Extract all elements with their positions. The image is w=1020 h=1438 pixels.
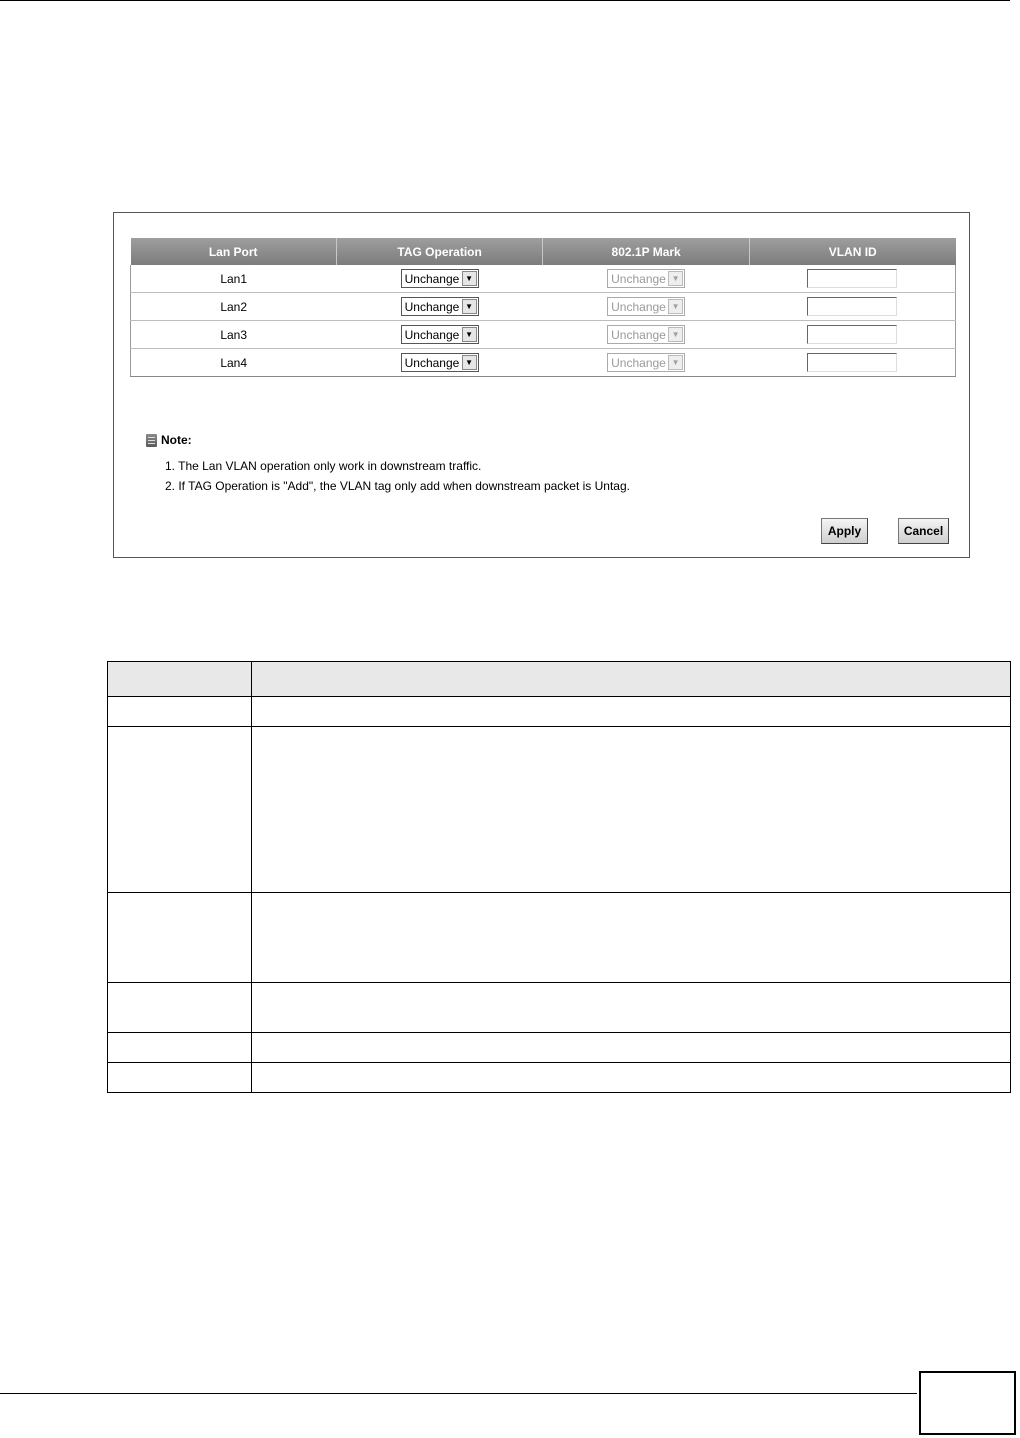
table-row <box>108 1063 1010 1093</box>
note-line-1: 1. The Lan VLAN operation only work in downstream traffic. <box>165 459 482 473</box>
lan-port-label: Lan1 <box>131 265 337 293</box>
note-line-2: 2. If TAG Operation is "Add", the VLAN tag only add when downstream packet is Untag. <box>165 479 630 493</box>
tag-operation-select-lan1[interactable] <box>401 269 479 288</box>
table-row <box>108 697 1010 727</box>
column-header-8021p-mark: 802.1P Mark <box>543 238 750 265</box>
cancel-button[interactable]: Cancel <box>898 518 949 544</box>
tag-operation-select-lan3[interactable] <box>401 325 479 344</box>
chevron-down-icon: ▼ <box>668 271 683 286</box>
lan-vlan-table <box>130 238 956 377</box>
description-table-header <box>108 662 1010 697</box>
description-table <box>107 661 1011 1093</box>
select-value: Unchange <box>611 355 666 370</box>
chevron-down-icon: ▼ <box>668 355 683 370</box>
select-value: Unchange <box>404 299 460 314</box>
table-header-row <box>131 238 956 265</box>
lan-port-label: Lan2 <box>131 293 337 321</box>
vlan-id-input-lan2[interactable] <box>807 297 897 316</box>
chevron-down-icon[interactable]: ▼ <box>462 327 477 342</box>
lan-port-label: Lan4 <box>131 349 337 377</box>
select-value: Unchange <box>404 327 460 342</box>
8021p-mark-select-lan2 <box>607 297 685 316</box>
chevron-down-icon[interactable]: ▼ <box>462 299 477 314</box>
select-value: Unchange <box>611 271 666 286</box>
chevron-down-icon[interactable]: ▼ <box>462 355 477 370</box>
chevron-down-icon: ▼ <box>668 299 683 314</box>
note-title: Note: <box>161 433 192 447</box>
vlan-id-input-lan4[interactable] <box>807 353 897 372</box>
page-number-box <box>919 1371 1016 1435</box>
tag-operation-select-lan2[interactable] <box>401 297 479 316</box>
apply-button[interactable]: Apply <box>821 518 868 544</box>
page-top-rule <box>0 0 1010 1</box>
table-row <box>108 983 1010 1033</box>
column-header-tag-operation: TAG Operation <box>336 238 543 265</box>
table-row <box>131 265 956 293</box>
chevron-down-icon[interactable]: ▼ <box>462 271 477 286</box>
tag-operation-select-lan4[interactable] <box>401 353 479 372</box>
8021p-mark-select-lan1 <box>607 269 685 288</box>
chevron-down-icon: ▼ <box>668 327 683 342</box>
page-bottom-rule <box>0 1393 917 1394</box>
8021p-mark-select-lan3 <box>607 325 685 344</box>
note-heading <box>146 433 192 447</box>
table-row <box>131 349 956 377</box>
select-value: Unchange <box>404 271 460 286</box>
column-divider <box>251 662 252 1092</box>
table-row <box>108 1033 1010 1063</box>
note-icon <box>146 434 157 447</box>
vlan-id-input-lan1[interactable] <box>807 269 897 288</box>
select-value: Unchange <box>404 355 460 370</box>
table-row <box>108 727 1010 893</box>
select-value: Unchange <box>611 299 666 314</box>
8021p-mark-select-lan4 <box>607 353 685 372</box>
table-row <box>131 293 956 321</box>
lan-port-label: Lan3 <box>131 321 337 349</box>
column-header-vlan-id: VLAN ID <box>749 238 955 265</box>
table-row <box>108 893 1010 983</box>
lan-vlan-panel <box>113 212 970 558</box>
column-header-lan-port: Lan Port <box>131 238 337 265</box>
table-row <box>131 321 956 349</box>
vlan-id-input-lan3[interactable] <box>807 325 897 344</box>
select-value: Unchange <box>611 327 666 342</box>
